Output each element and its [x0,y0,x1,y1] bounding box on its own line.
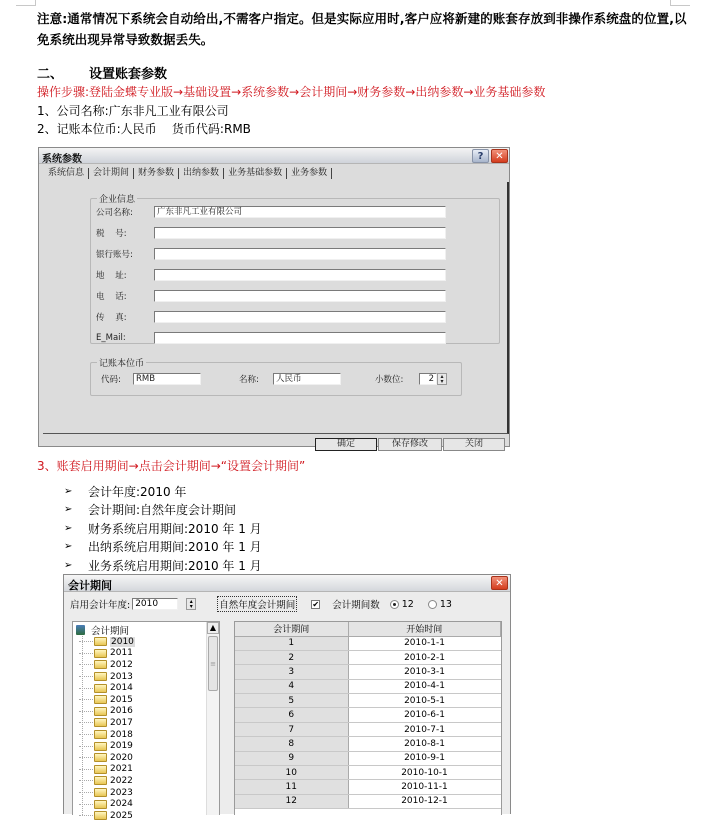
decimals-row [375,373,447,385]
folder-icon [94,660,107,669]
address-input[interactable] [154,269,446,281]
column-header-start-date: 开始时间 [348,622,501,636]
steps-line: 操作步骤:登陆金蝶专业版→基础设置→系统参数→会计期间→财务参数→出纳参数→业务基础参数 [37,85,546,99]
radio-13-option[interactable] [428,599,452,610]
natural-year-label[interactable]: 自然年度会计期间 [217,596,297,612]
tree-node-2023[interactable]: 2023 [73,787,219,799]
period-table [234,621,502,815]
folder-icon [94,811,107,820]
period-cell: 3 [235,665,348,679]
tab-business-params[interactable]: 业务参数 [287,168,332,179]
decimals-input[interactable]: 2 [419,373,437,385]
table-row[interactable] [235,708,501,722]
open-folder-icon [94,637,107,646]
table-row[interactable] [235,780,501,794]
tree-node-2025[interactable]: 2025 [73,810,219,822]
spin-down-icon[interactable]: ▾ [189,603,193,610]
base-currency-legend: 记账本位币 [97,356,146,369]
tree-node-2019[interactable]: 2019 [73,740,219,752]
period-cell: 2 [235,650,348,664]
arrow-bullet-icon: ➢ [64,504,73,516]
save-changes-button[interactable]: 保存修改 [378,438,442,451]
currency-name-input[interactable]: 人民币 [273,373,341,385]
folder-icon [94,695,107,704]
table-row[interactable] [235,694,501,708]
help-button[interactable]: ? [472,149,489,163]
spin-up-icon[interactable]: ▴ [189,598,193,605]
start-date-cell: 2010-12-1 [348,794,501,808]
tree-node-2016[interactable]: 2016 [73,706,219,718]
phone-label: 电 话: [96,292,127,302]
table-row[interactable] [235,650,501,664]
currency-code-row [101,373,201,385]
tab-finance-params[interactable]: 财务参数 [134,168,179,179]
tab-cashier-params[interactable]: 出纳参数 [179,168,224,179]
list-item [64,501,262,520]
period-cell: 4 [235,679,348,693]
start-date-cell: 2010-4-1 [348,679,501,693]
period-cell: 1 [235,636,348,650]
folder-icon [94,684,107,693]
accounting-period-dialog [63,574,511,821]
list-item [64,538,262,557]
arrow-bullet-icon: ➢ [64,541,73,553]
decimals-spinner[interactable] [437,373,447,385]
tax-number-label: 税 号: [96,229,127,239]
base-currency-group [90,359,462,396]
period-cell: 10 [235,766,348,780]
item-company-name: 1、公司名称:广东非凡工业有限公司 [37,104,229,118]
currency-name-label: 名称: [239,375,259,385]
bullet-text: 会计年度:2010 年 [88,484,187,499]
natural-year-checkbox[interactable]: ✔ [312,599,320,609]
tree-root-label: 会计期间 [91,626,130,637]
section-heading [37,63,167,82]
folder-icon [94,649,107,658]
start-date-cell: 2010-3-1 [348,665,501,679]
folder-icon [94,788,107,797]
table-row[interactable] [235,737,501,751]
tab-system-info[interactable]: 系统信息 [46,168,89,179]
ok-button[interactable]: 确定 [315,438,377,451]
system-params-dialog [38,147,510,447]
start-date-cell: 2010-2-1 [348,650,501,664]
spin-down-icon[interactable]: ▾ [440,378,444,385]
period-cell: 9 [235,751,348,765]
tree-node-2021[interactable]: 2021 [73,764,219,776]
tree-scrollbar[interactable] [206,622,219,815]
period-cell: 8 [235,737,348,751]
currency-code-input[interactable]: RMB [133,373,201,385]
dialog-titlebar [39,148,509,164]
dialog-button-row [315,438,505,451]
bullet-text: 财务系统启用期间:2010 年 1 月 [88,521,262,536]
tree-node-2013[interactable]: 2013 [73,671,219,683]
tree-node-2010[interactable]: 2010 [73,636,219,648]
decimals-label: 小数位: [375,375,404,385]
period-cell: 12 [235,794,348,808]
email-input[interactable] [154,332,446,344]
folder-icon [94,753,107,762]
currency-name-row [239,373,341,385]
tax-number-input[interactable] [154,227,446,239]
list-item [64,519,262,538]
table-row[interactable] [235,766,501,780]
field-row-email [96,332,446,344]
tab-strip [46,168,332,179]
table-row[interactable] [235,636,501,650]
scroll-thumb[interactable]: ≡ [208,636,218,691]
tree-node-2024[interactable]: 2024 [73,798,219,810]
company-name-label: 公司名称: [96,208,133,218]
bank-account-label: 银行账号: [96,250,133,260]
table-row[interactable] [235,751,501,765]
folder-icon [94,718,107,727]
radio-selected-icon[interactable] [390,600,399,609]
tab-pane [43,182,509,434]
folder-icon [94,730,107,739]
close-button[interactable]: ✕ [491,576,508,590]
close-dialog-button[interactable]: 关闭 [443,438,505,451]
folder-icon [94,765,107,774]
start-date-cell: 2010-9-1 [348,751,501,765]
table-row[interactable] [235,679,501,693]
field-row-address [96,269,446,281]
close-button[interactable]: ✕ [491,149,508,163]
section-number: 二、 [37,67,64,82]
dialog-titlebar [64,575,510,592]
start-date-cell: 2010-6-1 [348,708,501,722]
company-info-group [90,195,500,344]
phone-input[interactable] [154,290,446,302]
radio-13-label: 13 [439,598,452,610]
period-root-icon [76,625,85,635]
period-cell: 11 [235,780,348,794]
item-enable-period: 3、账套启用期间→点击会计期间→“设置会计期间” [37,459,306,473]
period-cell: 5 [235,694,348,708]
start-date-cell: 2010-5-1 [348,694,501,708]
company-info-legend: 企业信息 [97,192,137,205]
period-cell: 7 [235,722,348,736]
bullet-text: 会计期间:自然年度会计期间 [88,503,237,518]
list-item [64,482,262,501]
field-row-fax [96,311,446,323]
field-row-company-name [96,206,446,218]
table-row[interactable] [235,722,501,736]
folder-icon [94,672,107,681]
start-year-label: 启用会计年度: [70,600,131,611]
folder-icon [94,742,107,751]
tab-business-base-params[interactable]: 业务基础参数 [224,168,287,179]
field-row-bank-account [96,248,446,260]
address-label: 地 址: [96,271,127,281]
tree-node-2012[interactable]: 2012 [73,659,219,671]
folder-icon [94,707,107,716]
tree-root[interactable] [73,624,219,636]
table-row[interactable] [235,794,501,808]
field-row-tax-number [96,227,446,239]
arrow-bullet-icon: ➢ [64,522,73,534]
email-label: E_Mail: [96,333,126,343]
section-title: 设置账套参数 [89,67,168,82]
tree-node-2022[interactable]: 2022 [73,775,219,787]
folder-icon [94,800,107,809]
arrow-bullet-icon: ➢ [64,485,73,497]
company-name-input[interactable]: 广东非凡工业有限公司 [154,206,446,218]
arrow-bullet-icon: ➢ [64,559,73,571]
period-cell: 6 [235,708,348,722]
bullet-list [64,482,262,575]
dialog-title: 系统参数 [42,154,82,165]
tree-node-2018[interactable]: 2018 [73,729,219,741]
page-corner-mark-left [16,0,36,6]
scroll-up-arrow-icon[interactable]: ▲ [207,622,219,634]
start-date-cell: 2010-10-1 [348,766,501,780]
column-header-period: 会计期间 [235,622,348,636]
start-year-input[interactable]: 2010 [132,598,178,610]
radio-unselected-icon[interactable] [428,600,437,609]
tree-node-2014[interactable]: 2014 [73,682,219,694]
list-item [64,556,262,575]
bank-account-input[interactable] [154,248,446,260]
spin-up-icon[interactable]: ▴ [440,373,444,380]
tree-node-2020[interactable]: 2020 [73,752,219,764]
tree-node-2017[interactable]: 2017 [73,717,219,729]
period-count-label: 会计期间数 [332,600,380,611]
start-date-cell: 2010-8-1 [348,737,501,751]
period-options-row [70,597,504,611]
tab-accounting-period[interactable]: 会计期间 [89,168,134,179]
bullet-text: 出纳系统启用期间:2010 年 1 月 [88,540,262,555]
page-corner-mark-right [670,0,690,6]
dialog-title: 会计期间 [68,579,112,592]
item-currency: 2、记账本位币:人民币 货币代码:RMB [37,122,251,136]
start-year-spinner[interactable] [186,598,196,610]
period-tree [72,621,220,821]
tree-node-2011[interactable]: 2011 [73,648,219,660]
currency-code-label: 代码: [101,375,121,385]
fax-input[interactable] [154,311,446,323]
bullet-text: 业务系统启用期间:2010 年 1 月 [88,558,262,573]
field-row-phone [96,290,446,302]
fax-label: 传 真: [96,313,127,323]
radio-12-option[interactable] [390,599,414,610]
tree-node-2015[interactable]: 2015 [73,694,219,706]
note-paragraph: 注意:通常情况下系统会自动给出,不需客户指定。但是实际应用时,客户应将新建的账套存放到非操作系统盘的位置,以免系统出现异常导致数据丢失。 [37,11,687,47]
table-row[interactable] [235,665,501,679]
radio-12-label: 12 [401,598,414,610]
start-date-cell: 2010-7-1 [348,722,501,736]
start-date-cell: 2010-1-1 [348,636,501,650]
start-date-cell: 2010-11-1 [348,780,501,794]
folder-icon [94,776,107,785]
